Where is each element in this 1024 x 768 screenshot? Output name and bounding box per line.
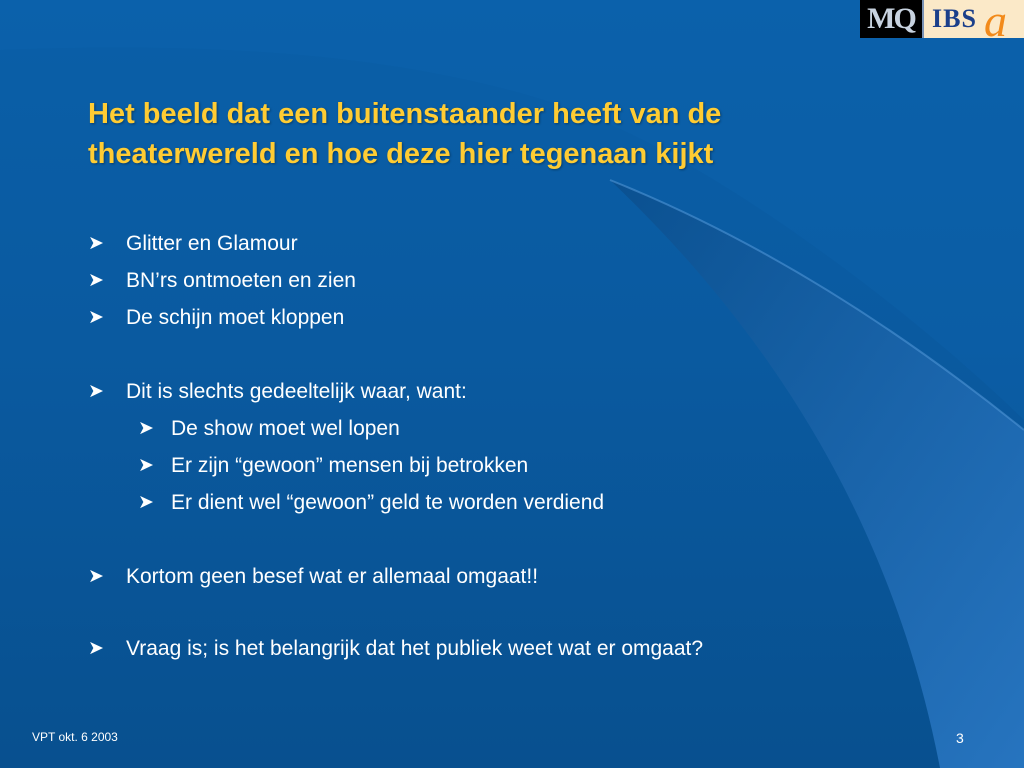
bullet-text: Vraag is; is het belangrijk dat het publiek weet wat er omgaat? [126, 637, 704, 660]
arrow-bullet-icon: ➤ [138, 455, 154, 476]
bullet-text: De show moet wel lopen [171, 417, 400, 440]
bullet-text: Kortom geen besef wat er allemaal omgaat!! [126, 565, 539, 588]
logo-ibs-text: IBS [932, 4, 977, 33]
bullet-text: Dit is slechts gedeeltelijk waar, want: [126, 380, 467, 403]
bullet-text: Er dient wel “gewoon” geld te worden verdiend [171, 491, 605, 514]
bullet-text: Glitter en Glamour [126, 232, 298, 255]
logo-alpha-glyph: a [984, 0, 1007, 46]
arrow-bullet-icon: ➤ [138, 418, 154, 439]
arrow-bullet-icon: ➤ [88, 270, 104, 291]
bullet-text: BN’rs ontmoeten en zien [126, 269, 356, 292]
arrow-bullet-icon: ➤ [138, 492, 154, 513]
arrow-bullet-icon: ➤ [88, 233, 104, 254]
page-number: 3 [956, 730, 964, 746]
bullet-text: De schijn moet kloppen [126, 306, 345, 329]
slide-title: Het beeld dat een buitenstaander heeft van de theaterwereld en hoe deze hier tegenaan kijkt [88, 98, 722, 170]
logo-mq: MQ [860, 0, 922, 38]
arrow-bullet-icon: ➤ [88, 381, 104, 402]
bullet-text: Er zijn “gewoon” mensen bij betrokken [171, 454, 529, 477]
footer-date: VPT okt. 6 2003 [32, 730, 118, 744]
arrow-bullet-icon: ➤ [88, 307, 104, 328]
arrow-bullet-icon: ➤ [88, 638, 104, 659]
arrow-bullet-icon: ➤ [88, 566, 104, 587]
